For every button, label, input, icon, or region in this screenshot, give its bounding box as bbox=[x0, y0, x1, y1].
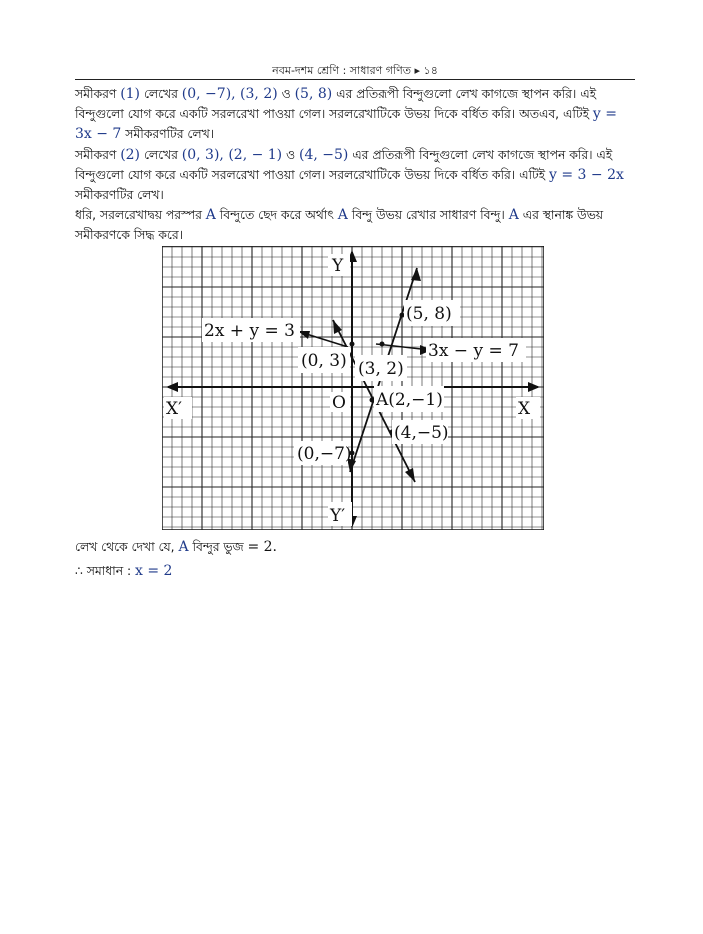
text: ∴ সমাধান : bbox=[75, 564, 136, 578]
dot-0-3 bbox=[350, 342, 355, 347]
text: সমীকরণটির লেখ। bbox=[75, 188, 164, 202]
text: সমীকরণটির লেখ। bbox=[121, 127, 215, 141]
page-header: নবম-দশম শ্রেণি : সাধারণ গণিত ▸ ১৪ bbox=[272, 64, 438, 77]
graph-figure bbox=[162, 246, 544, 530]
dot-3-2 bbox=[380, 342, 385, 347]
label-y-axis: Y bbox=[332, 256, 344, 276]
paragraph-intersection bbox=[75, 205, 637, 245]
point: (4, −5) bbox=[299, 147, 349, 163]
label-y-neg: Y′ bbox=[330, 506, 346, 526]
text: লেখের bbox=[140, 148, 182, 162]
solution-line bbox=[75, 561, 637, 581]
text: ও bbox=[277, 87, 295, 101]
text: ধরি, সরলরেখাদ্বয় পরস্পর bbox=[75, 208, 206, 222]
text: লেখ থেকে দেখা যে, bbox=[75, 540, 179, 554]
header-rule bbox=[75, 79, 635, 80]
label-point-0-m7: (0,−7) bbox=[297, 444, 352, 464]
label-point-4-m5: (4,−5) bbox=[394, 423, 449, 443]
points: (0, 3), (2, − 1) bbox=[181, 147, 283, 163]
dot-5-8 bbox=[400, 313, 405, 318]
label-point-5-8: (5, 8) bbox=[406, 304, 452, 324]
dot-A bbox=[370, 398, 375, 403]
text: বিন্দুর ভুজ bbox=[188, 540, 248, 554]
paragraph-line-2 bbox=[75, 145, 637, 205]
text: বিন্দু উভয় রেখার সাধারণ বিন্দু। bbox=[347, 208, 509, 222]
abscissa-value: = 2. bbox=[247, 539, 277, 555]
point-label: A bbox=[178, 539, 189, 555]
label-x-axis: X bbox=[518, 399, 531, 419]
label-x-neg: X′ bbox=[166, 399, 182, 419]
equation-ref: (1) bbox=[120, 86, 141, 102]
equation-ref: (2) bbox=[120, 147, 141, 163]
conclusion-line bbox=[75, 537, 637, 557]
equation: y = 3 − 2x bbox=[548, 167, 624, 183]
point-label: A bbox=[508, 207, 519, 223]
point-label: A bbox=[205, 207, 216, 223]
text: এর প্রতিরূপী বিন্দুগুলো লেখ কাগজে স্থাপন করি। এই বিন্দুগুলো যোগ করে একটি সরলরেখা পাওয়া গেল। সরলরেখাটিকে উভয় দিকে বর্ধিত করি। অতএব, এটিই bbox=[75, 87, 596, 121]
label-point-3-2: (3, 2) bbox=[358, 359, 404, 379]
equation: y = 3x − 7 bbox=[75, 106, 617, 142]
text: ও bbox=[282, 148, 300, 162]
text: লেখের bbox=[140, 87, 182, 101]
text: এর প্রতিরূপী বিন্দুগুলো লেখ কাগজে স্থাপন করি। এই বিন্দুগুলো যোগ করে একটি সরলরেখা পাওয়া গেল। সরলরেখাটিকে উভয় দিকে বর্ধিত করি। এটিই bbox=[75, 148, 613, 182]
point: (5, 8) bbox=[294, 86, 333, 102]
label-point-0-3: (0, 3) bbox=[301, 351, 347, 371]
label-line-2x-y-3: 2x + y = 3 bbox=[204, 321, 295, 341]
point-label: A bbox=[337, 207, 348, 223]
label-line-3x-y-7: 3x − y = 7 bbox=[428, 341, 519, 361]
text: বিন্দুতে ছেদ করে অর্থাৎ bbox=[215, 208, 338, 222]
text: সমীকরণ bbox=[75, 148, 121, 162]
text: সমীকরণ bbox=[75, 87, 121, 101]
points: (0, −7), (3, 2) bbox=[181, 86, 278, 102]
text: এর স্থানাঙ্ক উভয় সমীকরণকে সিদ্ধ করে। bbox=[75, 208, 603, 242]
solution-value: x = 2 bbox=[135, 563, 173, 579]
label-origin: O bbox=[332, 393, 346, 413]
label-point-A: A(2,−1) bbox=[376, 390, 443, 410]
paragraph-line-1 bbox=[75, 84, 637, 144]
